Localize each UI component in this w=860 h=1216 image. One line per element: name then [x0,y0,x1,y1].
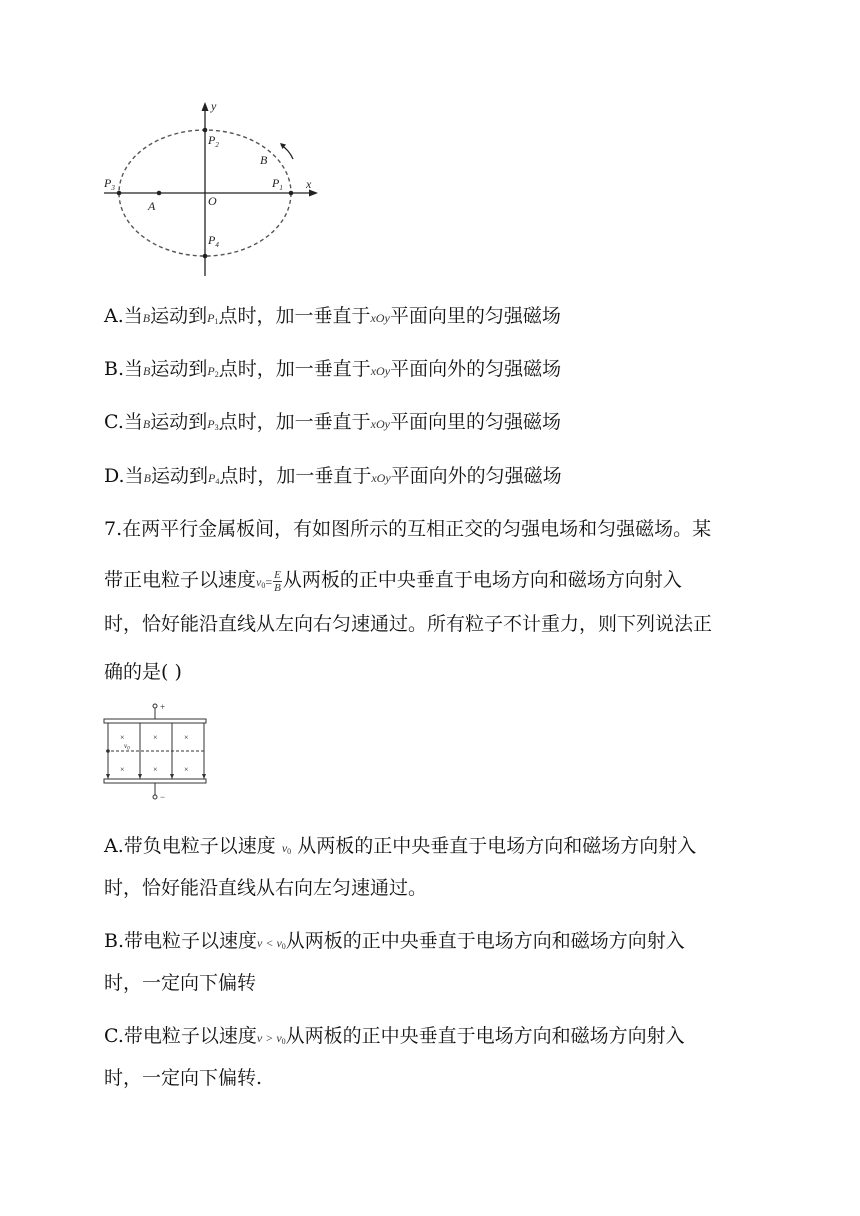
y-axis-arrow [202,102,209,111]
q7-option-b-line1: B.带电粒子以速度$v < v_0$从两板的正中央垂直于电场方向和磁场方向射入 [104,930,685,952]
cross-mark: × [153,765,158,774]
q7-stem-line2: 带正电粒子以速度$v_0=$ $\frac{E}{B}$ 从两板的正中央垂直于电场方向和磁场方向射入 [104,568,682,594]
q7-stem-line1: 7.在两平行金属板间，有如图所示的互相正交的匀强电场和匀强磁场。某 [104,518,712,540]
field-arrow-1 [106,774,110,779]
minus-sign: − [160,792,166,802]
label-a: A [148,199,156,213]
label-o: O [208,194,217,208]
label-p1: $P_1$ [272,176,283,192]
q7-option-c-line2: 时，一定向下偏转. [104,1067,263,1089]
cross-mark: × [120,733,125,742]
particle-entry [106,749,110,753]
point-p2 [203,128,208,133]
label-p4: $P_4$ [208,233,219,249]
top-terminal [153,704,157,708]
q7-option-a-line1: A.带负电粒子以速度 $v_0$ 从两板的正中央垂直于电场方向和磁场方向射入 [104,835,697,857]
cross-mark: × [153,733,158,742]
q7-option-c-line1: C.带电粒子以速度$v > v_0$从两板的正中央垂直于电场方向和磁场方向射入 [104,1025,685,1047]
bottom-plate [104,779,206,783]
label-x: x [306,177,312,191]
label-p3: $P_3$ [104,176,115,192]
q6-option-d: D.当B运动到$P_4$点时，加一垂直于xOy平面向外的匀强磁场 [104,465,562,487]
plus-sign: + [160,702,166,712]
field-arrow-4 [202,774,206,779]
q7-option-a-line2: 时，恰好能沿直线从右向左匀速通过。 [104,877,428,899]
q7-option-b-line2: 时，一定向下偏转 [104,972,257,994]
field-arrow-2 [138,774,142,779]
point-p4 [203,254,208,259]
q6-option-b: B.当B运动到$P_2$点时，加一垂直于xOy平面向外的匀强磁场 [104,358,562,380]
cross-mark: × [184,765,189,774]
point-p1 [289,191,294,196]
cross-mark: × [184,733,189,742]
point-a [157,191,162,196]
q6-option-a: A.当B运动到$P_1$点时，加一垂直于xOy平面向里的匀强磁场 [104,305,561,327]
label-y: y [211,99,217,113]
v0-label: $v_0$ [124,742,130,752]
plates-figure [100,700,210,804]
point-p3 [117,191,122,196]
orbit-figure [98,98,328,280]
bottom-terminal [153,795,157,799]
q7-stem-line3: 时，恰好能沿直线从左向右匀速通过。所有粒子不计重力，则下列说法正 [104,613,713,635]
q7-stem-line4: 确的是( ) [104,661,182,683]
label-p2: $P_2$ [208,133,219,149]
fraction-e-over-b: $\frac{E}{B}$ [274,568,281,594]
q6-option-c: C.当B运动到$P_3$点时，加一垂直于xOy平面向里的匀强磁场 [104,411,561,433]
cross-mark: × [120,765,125,774]
label-b: B [260,153,268,167]
field-arrow-3 [170,774,174,779]
top-plate [104,719,206,723]
